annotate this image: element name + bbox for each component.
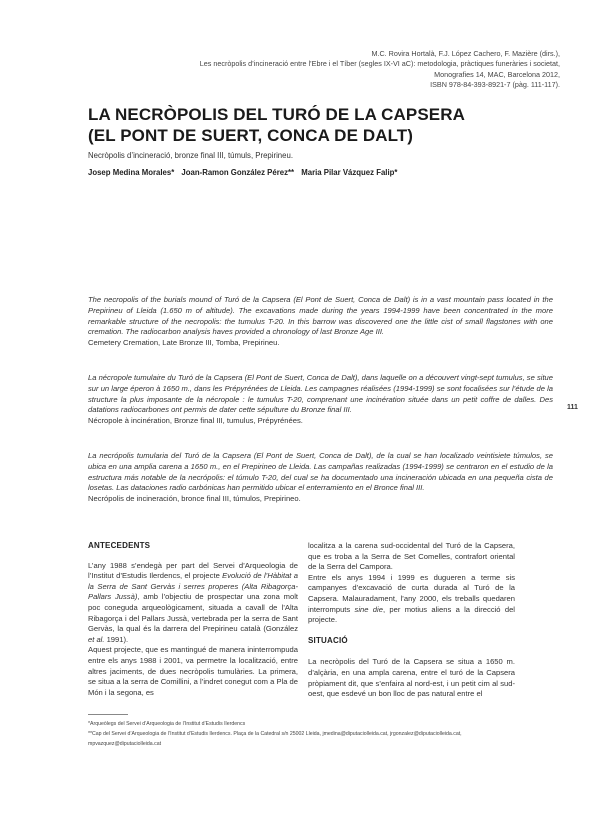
page-number: 111 (567, 404, 578, 411)
paragraph: Aquest projecte, que es mantingué de manera ininterrompuda entre els anys 1988 i 2001, va permetre la localització, entre altres jaciments, de dues necròpolis tumulàries. La primera, se situa a la serra de Comillini, a l’indret conegut com a Pla de Món i la segona, es (88, 645, 298, 697)
abstract-keywords: Necrópolis de incineración, bronce final III, túmulos, Prepirineo. (88, 494, 301, 504)
bibliographic-reference (140, 49, 560, 91)
footnote: **Cap del Servei d’Arqueologia de l’Institut d’Estudis Ilerdencs. Plaça de la Catedral s/n 25002 Lleida, jmedina@diputaciolleida.cat, jrgonzalez@diputaciolleida.cat, (88, 731, 462, 737)
footnote: *Arqueòlegs del Servei d’Arqueologia de l’Institut d’Estudis Ilerdencs (88, 721, 246, 727)
abstract-english (88, 295, 553, 349)
article-keywords-subtitle: Necròpolis d’incineració, bronze final III, túmuls, Prepirineu. (88, 151, 293, 160)
abstract-body: La necrópolis tumularia del Turó de la Capsera (El Pont de Suert, Conca de Dalt), de la cual se han localizado veintisiete túmulos, se ubica en una amplia carena a 1650 m., en el Prepirineo de Lleida. Las campañas realizadas (1994-1999) se centraron en el estudio de la estructura más notable de la necrópolis: el túmulo T-20, del cual se ha documentado una incineración ubicada en una pequeña cista de losetas. Las dataciones radio carbónicas han permitido ubicar el enterramiento en el Bronce final III. (88, 451, 553, 493)
abstract-body: The necropolis of the burials mound of Turó de la Capsera (El Pont de Suert, Conca de Dalt) is in a vast mountain pass located in the Prepirineu of Lleida (1.650 m of altitude). The excavations made during the years 1994-1999 have been concentrated in the more remarkable structure of the necropolis: the tumulus T-20. In this barrow was discovered one the little cist of small flagstones with one cremation. The radiocarbon analysis haves provided a chronology of last Bronze Age III. (88, 295, 553, 337)
reference-line: Monografies 14, MAC, Barcelona 2012, (434, 69, 560, 79)
abstract-keywords: Nécropole à incinération, Bronze final III, tumulus, Prépyrénées. (88, 416, 303, 426)
reference-line: ISBN 978-84-393-8921-7 (pàg. 111-117). (430, 80, 560, 90)
left-column (88, 541, 298, 698)
title-line-2: (EL PONT DE SUERT, CONCA DE DALT) (88, 126, 414, 145)
author-name: Joan-Ramon González Pérez** (181, 168, 295, 177)
abstract-spanish (88, 451, 553, 505)
abstract-french (88, 373, 553, 427)
author-list (88, 168, 402, 177)
footnote: mpvazquez@diputaciolleida.cat (88, 741, 162, 747)
footnotes (88, 719, 558, 749)
section-heading: ANTECEDENTS (88, 541, 151, 550)
section-heading: SITUACIÓ (308, 635, 348, 645)
article-title (88, 104, 548, 146)
reference-line: Les necròpolis d’incineració entre l’Ebre i el Tíber (segles IX-VI aC): metodologia, pràctiques funeràries i societat, (199, 59, 560, 69)
footnote-divider (88, 714, 128, 715)
abstract-keywords: Cemetery Cremation, Late Bronze III, Tomba, Prepirineu. (88, 338, 280, 348)
paragraph: Entre els anys 1994 i 1999 es dugueren a terme sis campanyes d’excavació de curta durada al Turó de la Capsera. Malauradament, l’any 2000, els treballs quedaren interromputs sine die, per motius aliens a la direcció del projecte. (308, 572, 515, 625)
paragraph: La necròpolis del Turó de la Capsera se situa a 1650 m. d’alçària, en una ampla carena, entre el turó de la Capsera pròpiament dit, que s’enfaira al nord-est, i un petit cim al sud-oest, que esdevé un bon lloc de pas natural entre el (308, 657, 515, 699)
paragraph: L’any 1988 s’endegà per part del Servei d’Arqueologia de l’Institut d’Estudis Ilerdencs, el projecte Evolució de l’Hàbitat a la Serra de Sant Gervàs i serres properes (Alta Ribagorça-Pallars Jussà), amb l’objectiu de prospectar una zona molt poc coneguda arqueològicament, situada a cavall de l’Alta Ribagorça i del Pallars Jussà, vertebrada per la serra de Sant Gervàs, la qual és la darrera del Prepirineu català (González et al. 1991). (88, 560, 298, 644)
right-column (308, 541, 515, 700)
paragraph: localitza a la carena sud-occidental del Turó de la Capsera, que es troba a la Serra de Set Comelles, contrafort oriental de la Serra del Campora. (308, 541, 515, 572)
reference-line: M.C. Rovira Hortalà, F.J. López Cachero, F. Mazière (dirs.), (371, 49, 560, 58)
abstract-body: La nécropole tumulaire du Turó de la Capsera (El Pont de Suert, Conca de Dalt), dans laquelle on a découvert vingt-sept tumulus, se situe sur un large éperon à 1650 m., dans les Prépyrénées de Lleida. Les campagnes réalisées (1994-1999) se sont focalisées sur l’étude de la structure la plus imposante de la nécropole : le tumulus T-20, comprenant une incinération située dans un petit coffre de dalles. Des datations radiocarbones ont permis de dater cette sépulture du Bronze final III. (88, 373, 553, 415)
author-name: Josep Medina Morales* (88, 168, 175, 177)
author-name: Maria Pilar Vázquez Falip* (301, 168, 398, 177)
title-line-1: LA NECRÒPOLIS DEL TURÓ DE LA CAPSERA (88, 105, 465, 124)
